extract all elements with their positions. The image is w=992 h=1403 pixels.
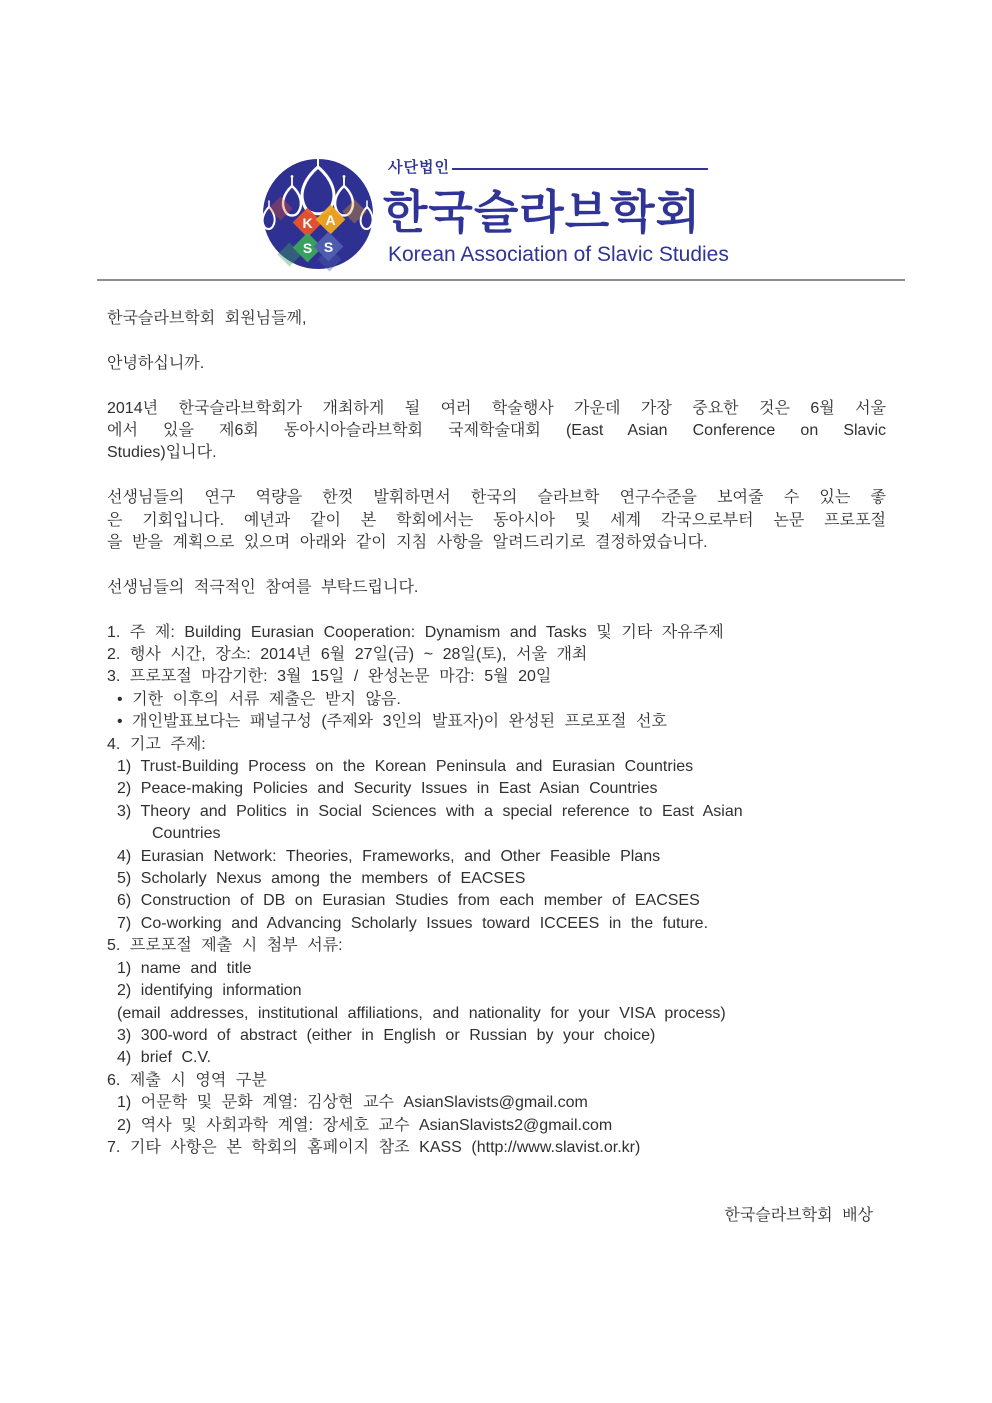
emblem-letter-s1: S [302, 240, 313, 256]
participation-request: 선생님들의 적극적인 참여를 부탁드립니다. [107, 578, 419, 596]
list-line: 4) brief C.V. [117, 1049, 212, 1067]
list-line: 2. 행사 시간, 장소: 2014년 6월 27일(금) ~ 28일(토), 서울 개최 [107, 646, 588, 664]
text-line: 은 기회입니다. 예년과 같이 본 학회에서는 동아시아 및 세계 각국으로부터 논문 프로포절 [107, 511, 886, 529]
list-line: • 기한 이후의 서류 제출은 받지 않음. [117, 690, 401, 708]
emblem-letter-s2: S [323, 239, 334, 255]
list-line: • 개인발표보다는 패널구성 (주제와 3인의 발표자)이 완성된 프로포절 선호 [117, 713, 667, 731]
list-line: 1) Trust-Building Process on the Korean Peninsula and Eurasian Countries [117, 758, 694, 776]
list-line: 1) 어문학 및 문화 계열: 김상현 교수 AsianSlavists@gmail.com [117, 1094, 588, 1112]
list-line: 3) 300-word of abstract (either in English or Russian by your choice) [117, 1026, 656, 1044]
list-line: 2) 역사 및 사회과학 계열: 장세호 교수 AsianSlavists2@gmail.com [117, 1116, 613, 1134]
header-divider [97, 279, 905, 281]
list-line: 5) Scholarly Nexus among the members of EACSES [117, 870, 526, 888]
list-line: Countries [152, 825, 221, 843]
list-line: 5. 프로포절 제출 시 첨부 서류: [107, 937, 343, 955]
list-line: 3. 프로포절 마감기한: 3월 15일 / 완성논문 마감: 5월 20일 [107, 668, 552, 686]
list-line: 4) Eurasian Network: Theories, Frameworks, and Other Feasible Plans [117, 847, 661, 865]
list-line: 2) identifying information [117, 982, 302, 1000]
org-type-label: 사단법인 [388, 159, 450, 176]
list-line: (email addresses, institutional affiliations, and nationality for your VISA process) [117, 1004, 726, 1022]
greeting: 안녕하십니까. [107, 354, 205, 372]
list-line: 4. 기고 주제: [107, 735, 206, 753]
kass-emblem-icon [256, 150, 384, 286]
text-line: 2014년 한국슬라브학회가 개최하게 될 여러 학술행사 가운데 가장 중요한 것은 6월 서울 [107, 399, 886, 417]
list-line: 2) Peace-making Policies and Security Issues in East Asian Countries [117, 780, 658, 798]
list-line: 7) Co-working and Advancing Scholarly Issues toward ICCEES in the future. [117, 914, 709, 932]
list-line: 6. 제출 시 영역 구분 [107, 1071, 267, 1089]
org-type-rule [452, 168, 708, 170]
text-line: 에서 있을 제6회 동아시아슬라브학회 국제학술대회 (East Asian Conference on Slavic [107, 422, 886, 439]
guidelines-list [107, 622, 886, 1160]
letter-body [107, 308, 886, 1228]
emblem-letter-k: K [302, 215, 313, 231]
salutation: 한국슬라브학회 회원님들께, [107, 310, 307, 327]
list-line: 3) Theory and Politics in Social Sciences with a special reference to East Asian [117, 802, 743, 820]
org-name-korean: 한국슬라브학회 [383, 186, 702, 238]
paragraph-invitation [107, 487, 886, 554]
text-line: Studies)입니다. [107, 444, 217, 462]
emblem-letter-a: A [325, 212, 336, 228]
list-line: 7. 기타 사항은 본 학회의 홈페이지 참조 KASS (http://www.slavist.or.kr) [107, 1138, 641, 1156]
list-line: 6) Construction of DB on Eurasian Studies from each member of EACSES [117, 892, 700, 910]
list-line: 1) name and title [117, 959, 252, 977]
closing-signature: 한국슬라브학회 배상 [724, 1207, 873, 1225]
list-line: 1. 주 제: Building Eurasian Cooperation: Dynamism and Tasks 및 기타 자유주제 [107, 623, 724, 641]
paragraph-announcement [107, 398, 886, 465]
org-name-english: Korean Association of Slavic Studies [388, 243, 729, 266]
text-line: 선생님들의 연구 역량을 한껏 발휘하면서 한국의 슬라브학 연구수준을 보여줄 수 있는 좋 [107, 489, 886, 507]
text-line: 을 받을 계획으로 있으며 아래와 같이 지침 사항을 알려드리기로 결정하였습니다. [107, 534, 708, 552]
